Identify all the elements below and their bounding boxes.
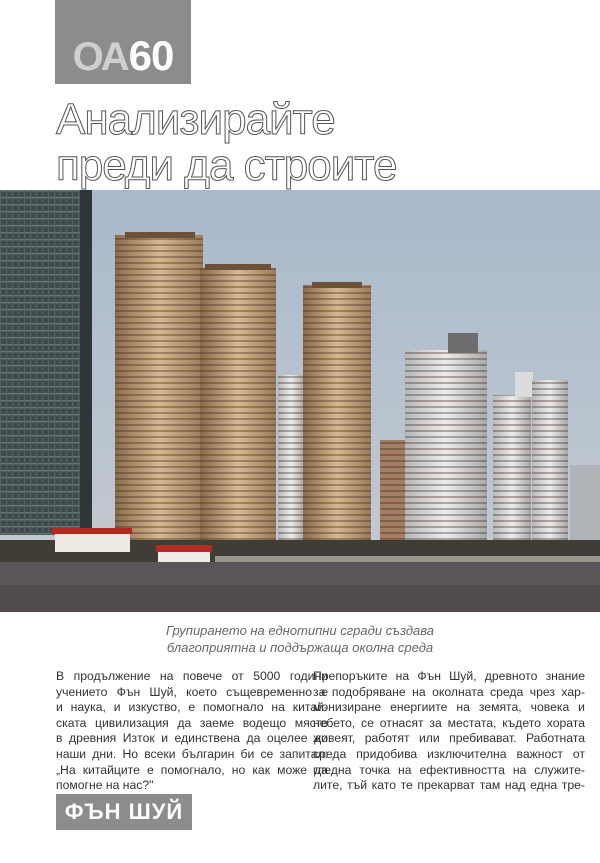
body-line: лите, тъй като те прекарват там над една тре- [313,778,585,793]
body-line: в древния Изток и единствена да оцелее до [56,731,328,746]
body-column-left [56,669,328,794]
body-line: среда придобива изключителна важност от [313,746,585,761]
body-line: и наука, и изкуство, е помогнало на китай- [56,700,328,715]
badge-prefix: OA [72,35,127,79]
body-line: В продължение на повече от 5000 години [56,669,328,683]
body-column-right [313,669,585,794]
page-number-badge [55,0,191,84]
article-title [56,97,556,189]
caption-line-1: Групирането на еднотипни сгради създава [166,623,434,638]
body-line: учението Фън Шуй, което същевременно е [56,684,328,699]
skyline-photo [0,190,600,612]
article-title-line-2: преди да строите [56,141,397,190]
article-title-line-1: Анализирайте [56,95,335,144]
photo-caption [20,622,580,656]
body-line: наши дни. Но всеки българин би се запитал: [56,746,328,761]
body-line: живеят, работят или пребивават. Работната [313,731,585,746]
body-line: Препоръките на Фън Шуй, древното знание [313,669,585,683]
body-line: ската цивилизация да заеме водещо място [56,715,328,730]
body-line: „На китайците е помогнало, но как може да [56,762,328,777]
body-line: монизиране енергиите на земята, човека и [313,700,585,715]
caption-line-2: благоприятна и поддържаща околна среда [166,640,434,655]
body-line: за подобряване на околната среда чрез хар- [313,684,585,699]
body-line: гледна точка на ефективността на служите- [313,762,585,777]
page-number: 60 [128,32,174,79]
body-line: помогне на нас?" [56,778,154,793]
body-line: небето, се отнасят за местата, където хората [313,715,585,730]
section-label: ФЪН ШУЙ [56,794,192,830]
